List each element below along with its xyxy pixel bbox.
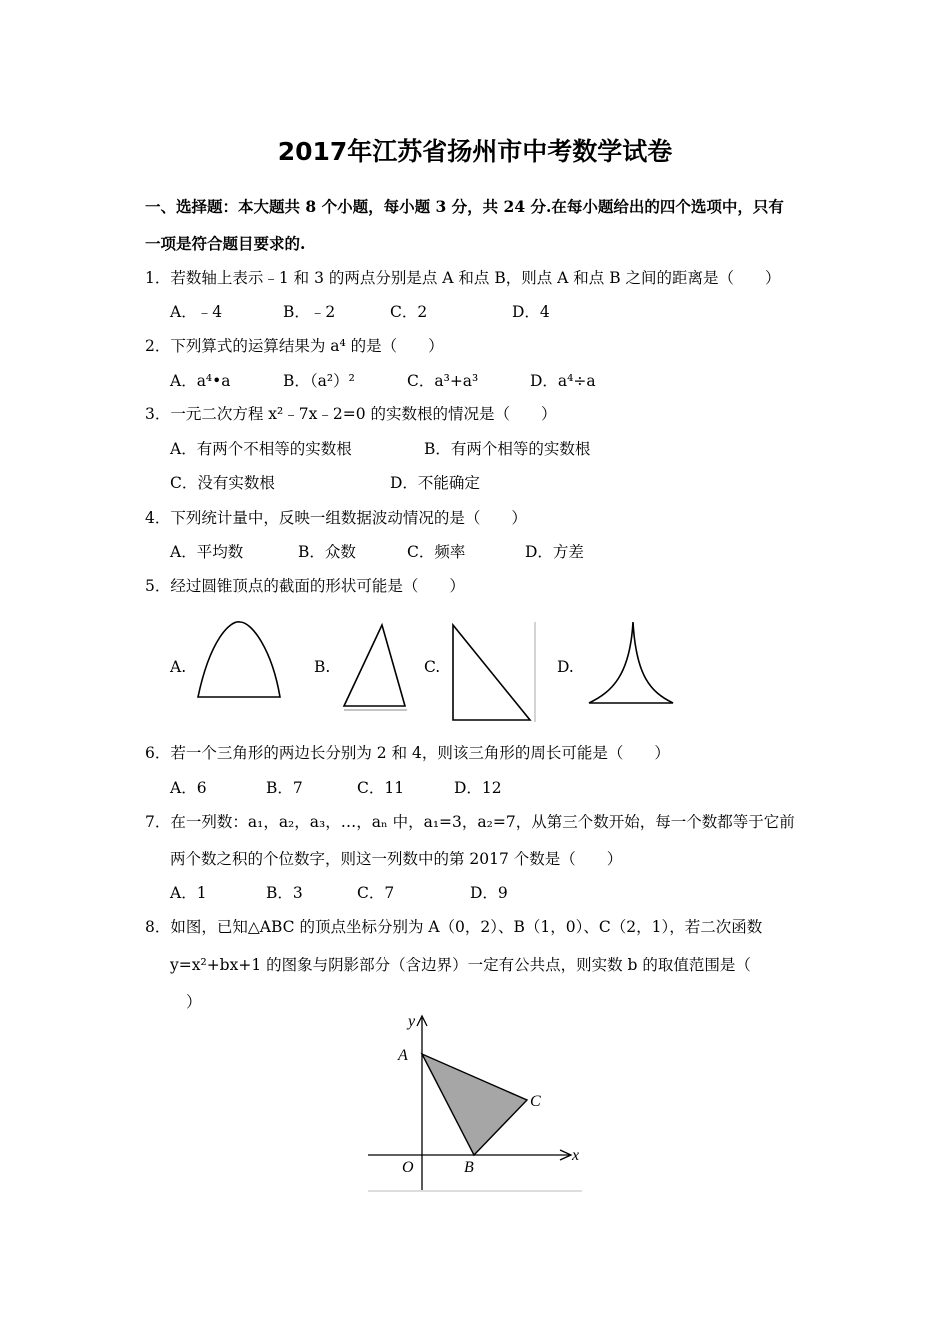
question-2-stem: 2．下列算式的运算结果为 a⁴ 的是（ ）	[145, 337, 444, 355]
question-2-option-a: A．a⁴•a	[170, 372, 231, 390]
question-3-option-d: D．不能确定	[390, 474, 480, 492]
label-o: O	[402, 1159, 414, 1176]
question-2-option-d: D．a⁴÷a	[530, 372, 596, 390]
question-5-option-b: B.	[314, 658, 331, 676]
shaded-triangle-abc	[422, 1054, 527, 1155]
page-title: 2017年江苏省扬州市中考数学试卷	[277, 137, 673, 166]
shape-c-right-triangle	[453, 625, 530, 720]
question-3-stem: 3．一元二次方程 x²﹣7x﹣2=0 的实数根的情况是（ ）	[145, 405, 557, 423]
question-1-option-c: C．2	[390, 303, 428, 321]
question-1-option-d: D．4	[512, 303, 550, 321]
label-a: A	[398, 1047, 408, 1064]
question-4-option-a: A．平均数	[170, 543, 244, 561]
question-6-option-b: B．7	[266, 779, 303, 797]
question-4-option-d: D．方差	[525, 543, 584, 561]
label-b: B	[464, 1159, 474, 1176]
question-1-option-b: B．﹣2	[283, 303, 336, 321]
question-7-stem-line2: 两个数之积的个位数字，则这一列数中的第 2017 个数是（ ）	[170, 850, 623, 868]
question-7-option-d: D．9	[470, 884, 508, 902]
question-7-stem-line1: 7．在一列数：a₁，a₂，a₃，…，aₙ 中，a₁=3，a₂=7，从第三个数开始，每一个数都等于它前	[145, 813, 795, 831]
question-6-option-a: A．6	[170, 779, 207, 797]
question-6-option-c: C．11	[357, 779, 405, 797]
question-4-stem: 4．下列统计量中，反映一组数据波动情况的是（ ）	[145, 509, 527, 527]
question-2-option-c: C．a³+a³	[407, 372, 479, 390]
label-c: C	[530, 1093, 541, 1110]
question-8-figure	[360, 1010, 590, 1200]
question-8-stem-line1: 8．如图，已知△ABC 的顶点坐标分别为 A（0，2）、B（1，0）、C（2，1），若二次函数	[145, 918, 763, 936]
question-5-option-c: C.	[424, 658, 441, 676]
question-5-option-d: D.	[557, 658, 574, 676]
question-7-option-a: A．1	[170, 884, 207, 902]
shape-d-cusp	[589, 622, 673, 703]
question-1-option-a: A．﹣4	[170, 303, 223, 321]
question-5-stem: 5．经过圆锥顶点的截面的形状可能是（ ）	[145, 577, 465, 595]
question-4-option-c: C．频率	[407, 543, 466, 561]
question-3-option-a: A．有两个不相等的实数根	[170, 440, 352, 458]
question-8-stem-line3: ）	[186, 993, 202, 1011]
label-y: y	[408, 1013, 416, 1030]
shape-b-triangle	[344, 625, 405, 706]
question-3-option-c: C．没有实数根	[170, 474, 275, 492]
question-3-option-b: B．有两个相等的实数根	[424, 440, 591, 458]
question-4-option-b: B．众数	[298, 543, 356, 561]
question-2-option-b: B．（a²）²	[283, 372, 355, 390]
section-heading-line2: 一项是符合题目要求的.	[145, 234, 306, 253]
question-7-option-c: C．7	[357, 884, 395, 902]
shape-a-arch	[198, 622, 280, 697]
section-heading-line1: 一、选择题：本大题共 8 个小题，每小题 3 分，共 24 分.在每小题给出的四个选项中，只有	[145, 197, 784, 216]
question-5-option-a: A.	[170, 658, 187, 676]
question-1-stem: 1．若数轴上表示﹣1 和 3 的两点分别是点 A 和点 B，则点 A 和点 B 之间的距离是（ ）	[145, 269, 781, 287]
question-7-option-b: B．3	[266, 884, 303, 902]
label-x: x	[572, 1147, 580, 1164]
question-6-stem: 6．若一个三角形的两边长分别为 2 和 4，则该三角形的周长可能是（ ）	[145, 744, 670, 762]
question-8-stem-line2: y=x²+bx+1 的图象与阴影部分（含边界）一定有公共点，则实数 b 的取值范围是（	[170, 956, 751, 974]
question-6-option-d: D．12	[454, 779, 502, 797]
